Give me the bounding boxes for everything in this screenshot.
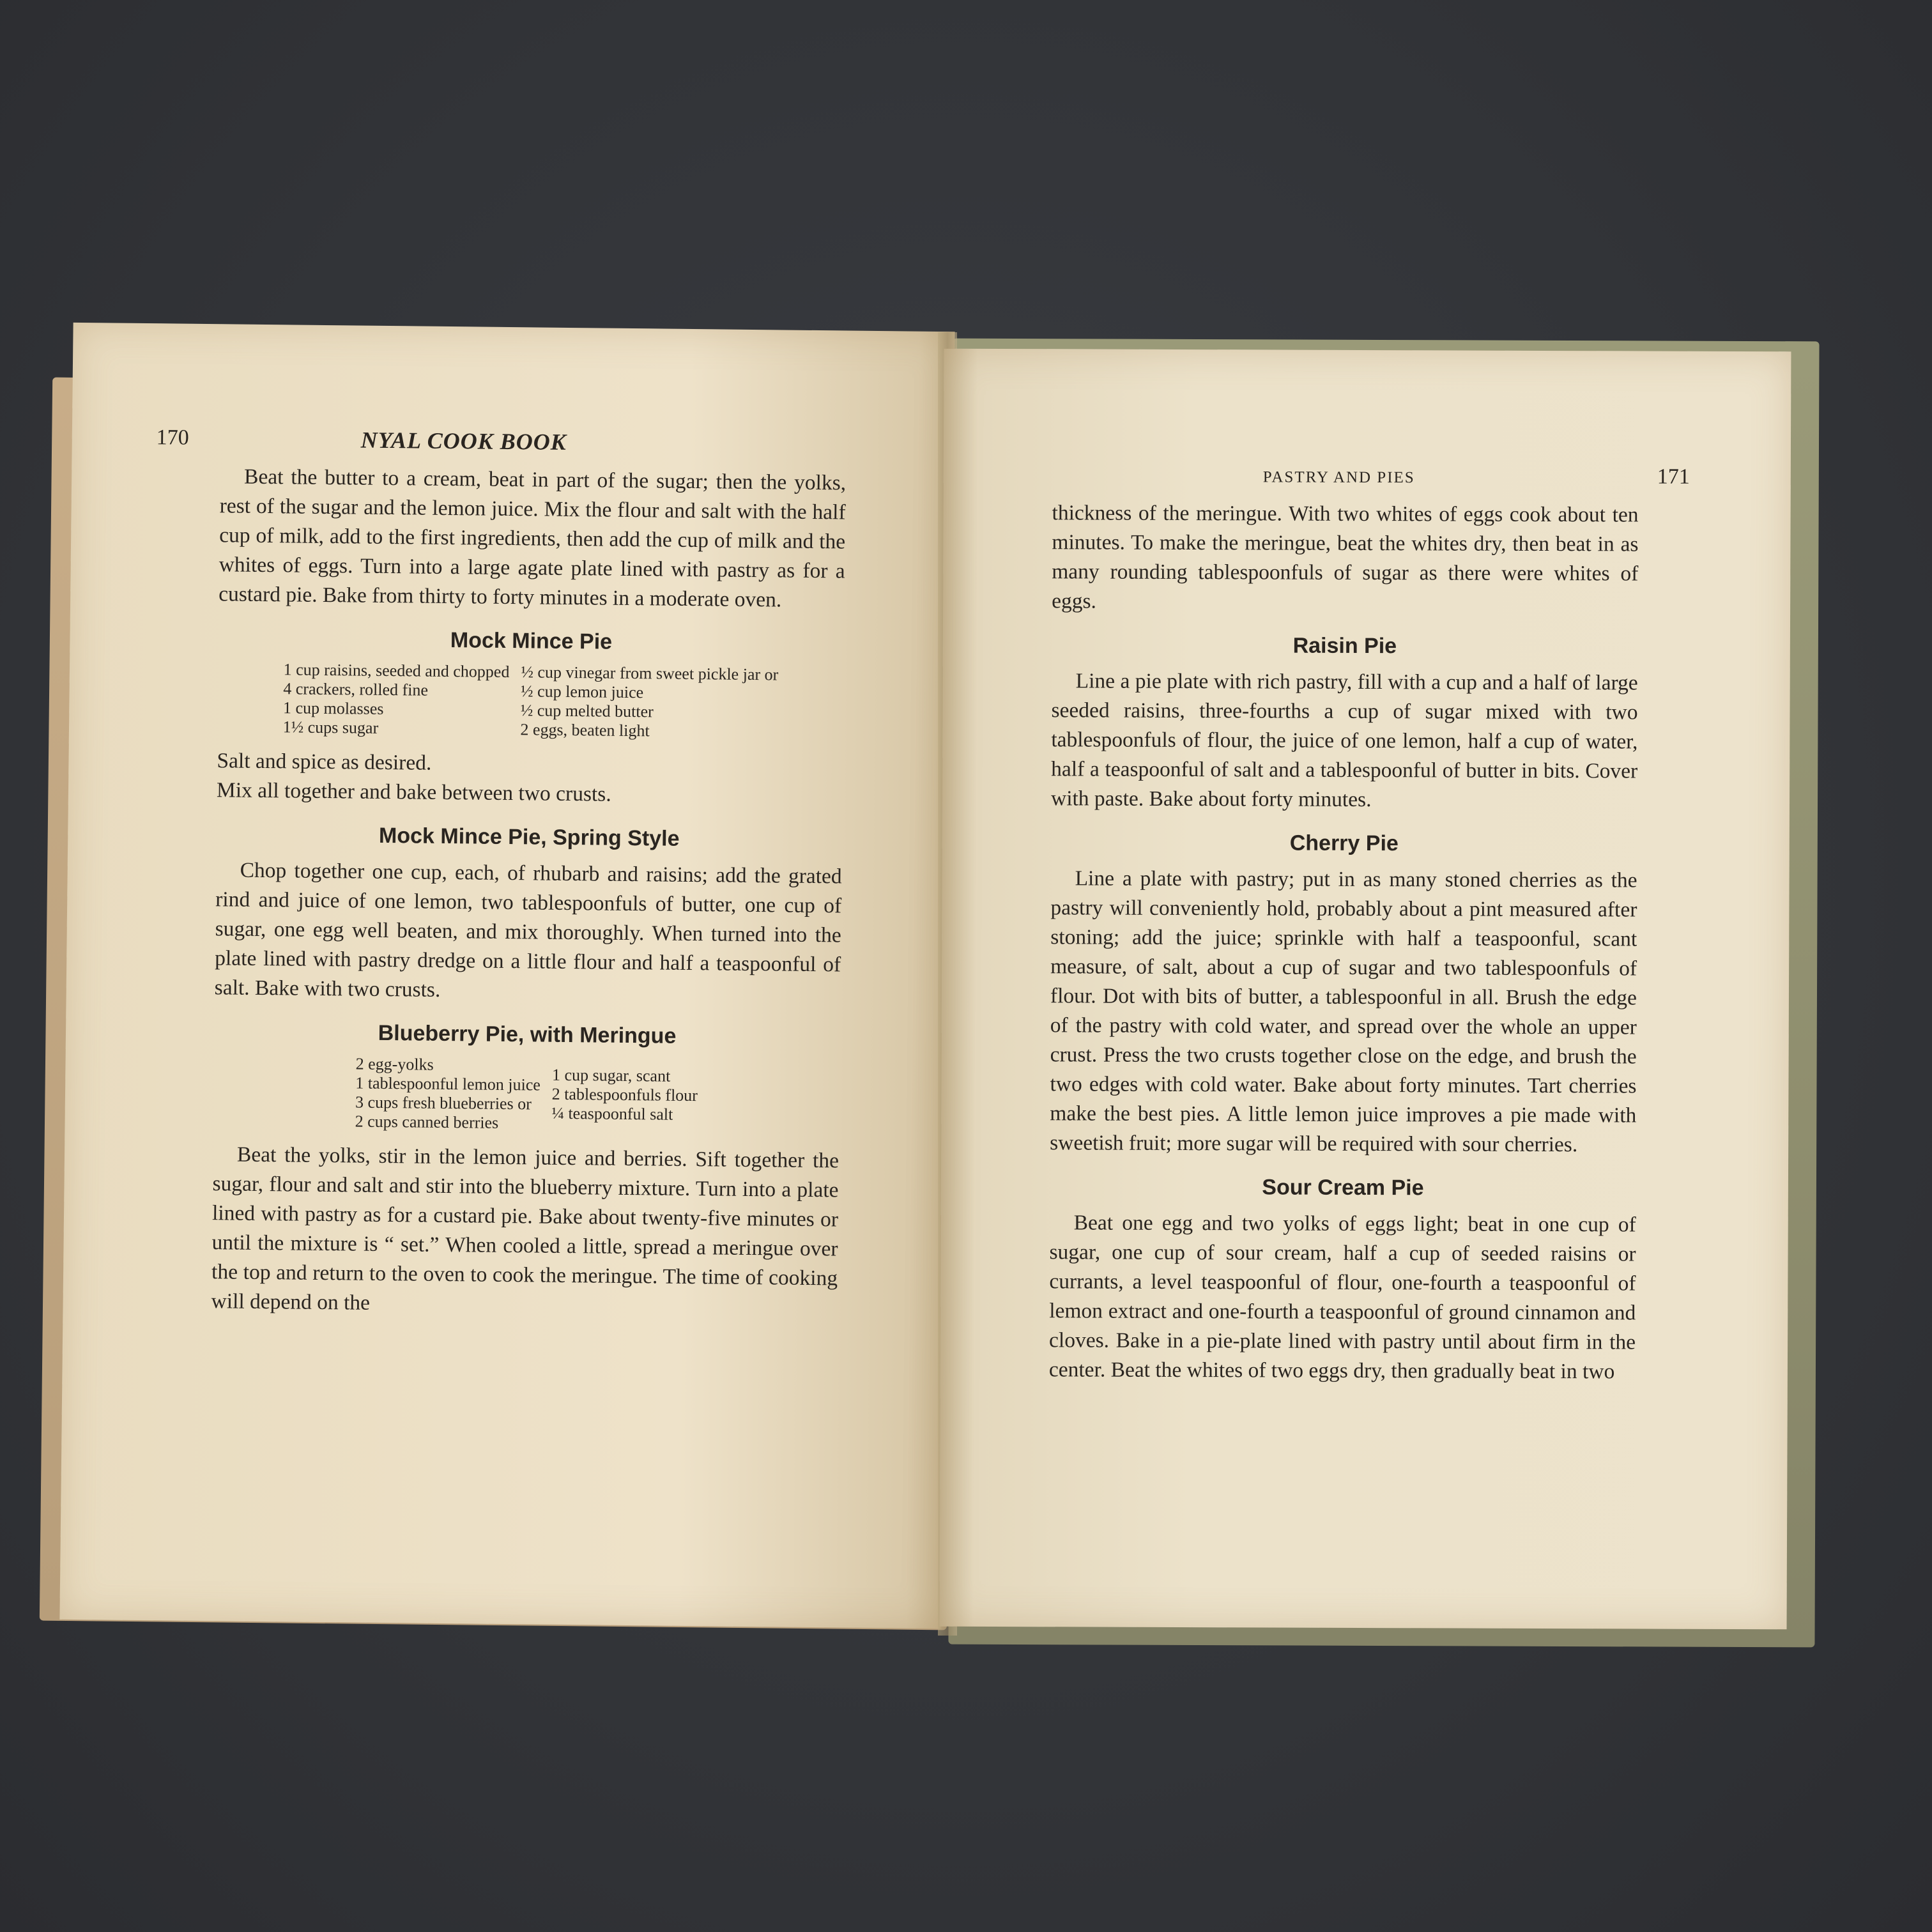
ingredient-item: ½ cup vinegar from sweet pickle jar or	[521, 663, 779, 684]
right-page-text	[1048, 463, 1690, 1386]
left-page-text	[156, 425, 847, 1322]
recipe-note: Salt and spice as desired.	[217, 749, 432, 775]
ingredient-item: 2 egg-yolks	[355, 1054, 434, 1074]
page-number-right: 171	[1657, 464, 1690, 489]
ingredient-item: 2 tablespoonfuls flour	[551, 1084, 698, 1105]
recipe-paragraph: Line a plate with pastry; put in as many stoned cherries as the pastry will conveniently hold, probably about a pint measured after stoning; add the juice; sprinkle with half a teaspoonful, scant measure, of salt, about a cup of sugar and two tablespoonfuls of flour. Dot with bits of butter, a tablespoonful in all. Brush the edge of the pastry with cold water, and spread over the whole an upper crust. Press the two crusts together close on the edge, and brush the two edges with cold water. Bake about forty minutes. Tart cherries make the best pies. A little lemon juice improves a pie made with sweetish fruit; more sugar will be required with sour cherries.	[1050, 866, 1637, 1157]
section-title: PASTRY AND PIES	[1262, 468, 1415, 487]
recipe-title-cherry-pie: Cherry Pie	[1289, 831, 1399, 856]
left-page	[59, 323, 954, 1629]
recipe-title-raisin-pie: Raisin Pie	[1292, 633, 1397, 659]
ingredient-item: ¼ teaspoonful salt	[551, 1103, 673, 1124]
ingredient-item: 1½ cups sugar	[282, 717, 379, 737]
recipe-paragraph: Beat one egg and two yolks of eggs light; beat in one cup of sugar, one cup of sour cream, half a cup of seeded raisins or currants, a level teaspoonful of flour, one-fourth a teaspoonful of lemon extract and one-fourth a teaspoonful of ground cinnamon and cloves. Bake in a pie-plate lined with pastry until about firm in the center. Beat the whites of two eggs dry, then gradually beat in two	[1048, 1211, 1636, 1384]
ingredient-item: 4 crackers, rolled fine	[283, 679, 429, 700]
ingredient-item: 3 cups fresh blueberries or	[355, 1092, 532, 1114]
ingredient-item: 1 cup sugar, scant	[551, 1065, 671, 1085]
left-opening-paragraph: Beat the butter to a cream, beat in part of the sugar; then the yolks, rest of the sugar and the lemon juice. Mix the flour and salt with the half cup of milk, add to the first ingredients, then add the cup of milk and the whites of eggs. Turn into a large agate plate lined with pastry as for a custard pie. Bake from thirty to forty minutes in a moderate oven.	[218, 464, 847, 612]
ingredients-column-left	[283, 660, 510, 739]
recipe-paragraph: Line a pie plate with rich pastry, fill with a cup and a half of large seeded raisins, three-fourths a cup of sugar mixed with two tablespoonfuls of flour, the juice of one lemon, half a cup of water, half a teaspoonful of salt and a tablespoonful of butter in bits. Cover with paste. Bake about forty minutes.	[1050, 669, 1638, 812]
recipe-title-mock-mince-pie: Mock Mince Pie	[450, 628, 613, 654]
ingredients-column-right	[551, 1057, 698, 1135]
ingredient-item: 1 cup molasses	[282, 698, 384, 718]
recipe-paragraph: Chop together one cup, each, of rhubarb and raisins; add the grated rind and juice of one lemon, two tablespoonfuls of butter, one cup of sugar, one egg well beaten, and mix thoroughly. When turned into the plate lined with pastry dredge on a little flour and half a teaspoonful of salt. Bake with two crusts.	[214, 858, 842, 1002]
ingredients-blueberry-pie	[213, 1053, 839, 1136]
ingredient-item: ½ cup melted butter	[520, 701, 654, 721]
ingredient-item: 1 tablespoonful lemon juice	[355, 1073, 541, 1094]
recipe-title-mock-mince-pie-spring: Mock Mince Pie, Spring Style	[378, 823, 680, 851]
recipe-paragraph: Beat the yolks, stir in the lemon juice and berries. Sift together the sugar, flour and salt and stir into the blueberry mixture. Turn into a plate lined with pastry as for a custard pie. Bake about twenty-five minutes or until the mixture is “ set.” When cooled a little, spread a meringue over the top and return to the oven to cook the meringue. The time of cooking will depend on the	[211, 1142, 839, 1315]
recipe-title-blueberry-pie: Blueberry Pie, with Meringue	[378, 1020, 677, 1048]
ingredients-mock-mince-pie	[217, 659, 844, 742]
page-number-left: 170	[156, 425, 189, 450]
ingredients-column-right	[520, 663, 778, 742]
ingredient-item: 2 cups canned berries	[355, 1112, 499, 1132]
recipe-title-sour-cream-pie: Sour Cream Pie	[1262, 1175, 1424, 1200]
ingredient-item: 2 eggs, beaten light	[520, 720, 650, 740]
recipe-note: Mix all together and bake between two crusts.	[216, 778, 611, 806]
right-opening-paragraph: thickness of the meringue. With two whites of eggs cook about ten minutes. To make the meringue, beat the whites dry, then beat in as many rounding tablespoonfuls of sugar as there were whites of eggs.	[1052, 501, 1639, 613]
ingredients-column-left	[355, 1055, 541, 1133]
right-running-head	[1052, 463, 1690, 500]
right-page	[940, 349, 1791, 1630]
left-running-head	[156, 425, 847, 468]
ingredient-item: ½ cup lemon juice	[520, 682, 644, 702]
ingredient-item: 1 cup raisins, seeded and chopped	[283, 660, 510, 682]
book-title: NYAL COOK BOOK	[360, 427, 567, 455]
